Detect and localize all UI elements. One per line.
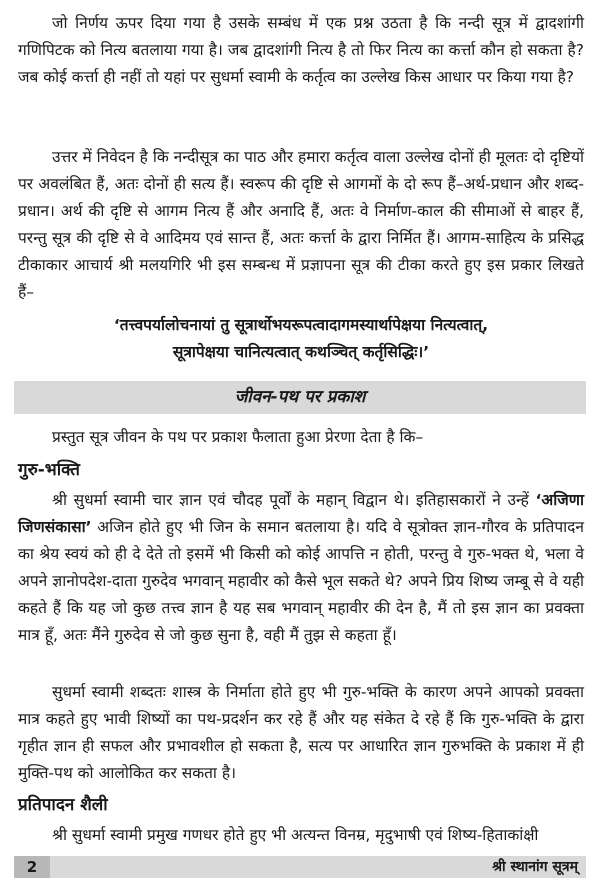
intro-paragraph (18, 424, 584, 451)
bold-quote: ‘अजिणा जिणसंकासा’ (18, 491, 584, 536)
heading-pratipadan-shaili: प्रतिपादन शैली (18, 795, 108, 815)
paragraph-text: उत्तर में निवेदन है कि नन्दीसूत्र का पाठ और हमारा कर्तृत्व वाला उल्लेख दोनों ही मूलतः दो दृष्टियों पर अवलंबित हैं, अतः दोनों ही सत्य हैं। स्वरूप की दृष्टि से आगमों के दो रूप हैं–अर्थ-प्रधान और शब्द-प्रधान। अर्थ की दृष्टि से आगम नित्य हैं और अनादि हैं, अतः वे निर्माण-काल की सीमाओं से बाहर हैं, परन्तु सूत्र की दृष्टि से वे आदिमय एवं सान्त हैं, अतः कर्त्ता के द्वारा निर्मित हैं। आगम-साहित्य के प्रसिद्ध टीकाकार आचार्य श्री मलयगिरि भी इस सम्बन्ध में प्रज्ञापना सूत्र की टीका करते हुए इस प्रकार लिखते हैं– (18, 148, 584, 301)
text-run: अजिन होते हुए भी जिन के समान बतलाया है। यदि वे सूत्रोक्त ज्ञान-गौरव के प्रतिपादन का श्रेय स्वयं को ही दे देते तो इसमें भी किसी को कोई आपत्ति न होती, परन्तु वे गुरु-भक्त थे, भला वे अपने ज्ञानोपदेश-दाता गुरुदेव भगवान् महावीर को कैसे भूल सकते थे? अपने प्रिय शिष्य जम्बू से वे यही कहते हैं कि यह जो कुछ तत्त्व ज्ञान है यह सब भगवान् महावीर की देन है, मैं तो इस ज्ञान का प्रवक्ता मात्र हूँ, अतः मैंने गुरुदेव से जो कुछ सुना है, वही मैं तुझ से कहता हूँ। (18, 518, 584, 644)
paragraph-guru-bhakti-1 (18, 487, 584, 649)
paragraph-text (18, 487, 584, 649)
heading-guru-bhakti: गुरु-भक्ति (18, 460, 80, 480)
text-run: श्री सुधर्मा स्वामी चार ज्ञान एवं चौदह पूर्वों के महान् विद्वान थे। इतिहासकारों ने उन्हें (52, 491, 536, 509)
paragraph-text: सुधर्मा स्वामी शब्दतः शास्त्र के निर्माता होते हुए भी गुरु-भक्ति के कारण अपने आपको प्रवक्ता मात्र कहते हुए भावी शिष्यों का पथ-प्रदर्शन कर रहे हैं और यह संकेत दे रहे हैं कि गुरु-भक्ति के द्वारा गृहीत ज्ञान ही सफल और प्रभावशील हो सकता है, सत्य पर आधारित ज्ञान गुरुभक्ति के प्रकाश में ही मुक्ति-पथ को आलोकित कर सकता है। (18, 683, 584, 782)
paragraph-text: जो निर्णय ऊपर दिया गया है उसके सम्बंध में एक प्रश्न उठता है कि नन्दी सूत्र में द्वादशांगी गणिपिटक को नित्य बतलाया गया है। जब द्वादशांगी नित्य है तो फिर नित्य का कर्त्ता कौन हो सकता है? जब कोई कर्त्ता ही नहीं तो यहां पर सुधर्मा स्वामी के कर्तृत्व का उल्लेख किस आधार पर किया गया है? (18, 14, 584, 86)
paragraph-text: श्री सुधर्मा स्वामी प्रमुख गणधर होते हुए भी अत्यन्त विनम्र, मृदुभाषी एवं शिष्य-हिताकांक्षी (52, 826, 539, 844)
paragraph-answer (18, 144, 584, 306)
book-title: श्री स्थानांग सूत्रम् (492, 859, 578, 875)
section-banner-title: जीवन-पथ पर प्रकाश (234, 387, 366, 407)
paragraph-guru-bhakti-2 (18, 679, 584, 787)
page-footer (14, 856, 586, 878)
sanskrit-quote-line-1: ‘तत्त्वपर्यालोचनायां तु सूत्रार्थोभयरूपत्वादागमस्यार्थापेक्षया नित्यत्वात्, (113, 316, 489, 334)
paragraph-shaili (18, 822, 584, 849)
page-number: 2 (14, 856, 50, 878)
section-banner (14, 381, 586, 414)
paragraph-question (18, 10, 584, 91)
sanskrit-quote-line-2: सूत्रापेक्षया चानित्यत्वात् कथञ्चित् कर्तृसिद्धिः।’ (172, 343, 430, 361)
paragraph-text: प्रस्तुत सूत्र जीवन के पथ पर प्रकाश फैलाता हुआ प्रेरणा देता है कि– (52, 428, 424, 446)
